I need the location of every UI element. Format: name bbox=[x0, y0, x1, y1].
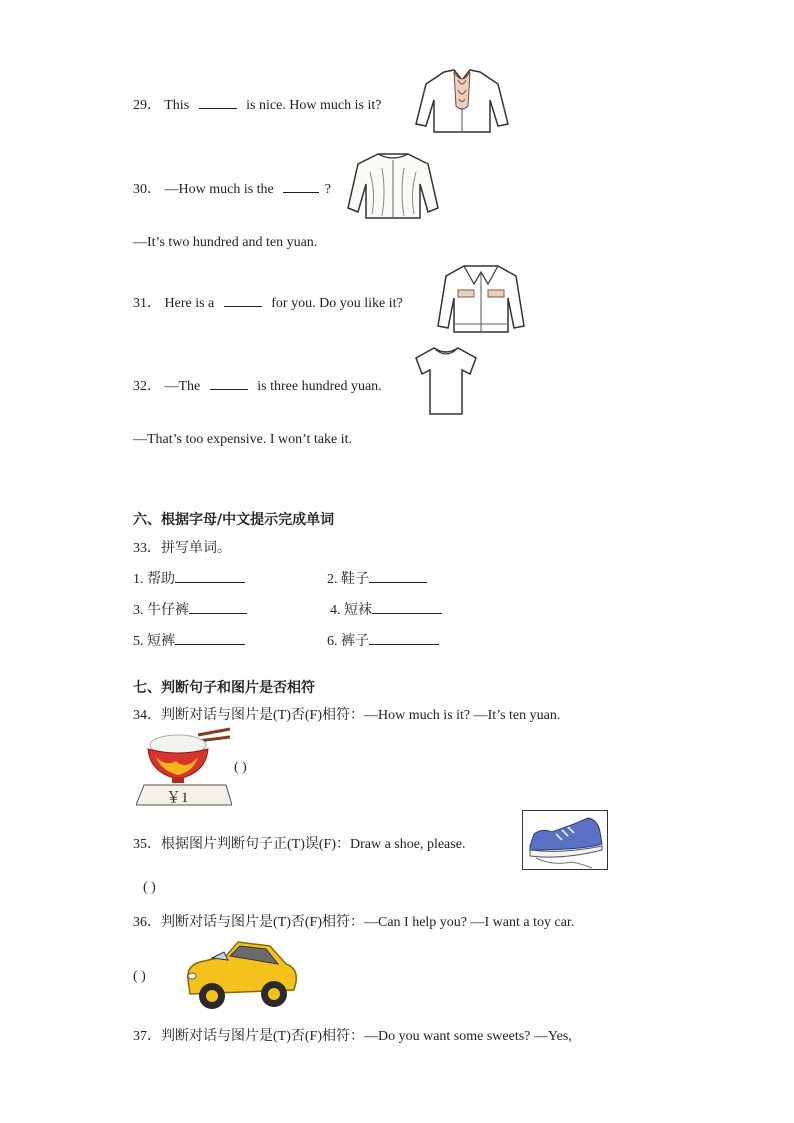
spelling-item-4-label: 4. 短袜 bbox=[330, 603, 372, 618]
q34-price-tag: ￥1 bbox=[166, 790, 189, 806]
q30-number: 30． bbox=[133, 182, 161, 197]
t-shirt-image bbox=[412, 344, 480, 418]
q31-number: 31． bbox=[133, 296, 161, 311]
spelling-item-3-blank[interactable] bbox=[189, 601, 247, 614]
q29-text-before: This bbox=[164, 98, 190, 113]
spelling-item-3-label: 3. 牛仔裤 bbox=[133, 603, 189, 618]
question-35: 35．根据图片判断句子正(T)误(F)：Draw a shoe, please. bbox=[133, 837, 466, 852]
question-34: 34．判断对话与图片是(T)否(F)相符：—How much is it? —It’s ten yuan. bbox=[133, 708, 561, 723]
q30-answer-line: —It’s two hundred and ten yuan. bbox=[133, 235, 318, 250]
question-32 bbox=[133, 375, 382, 395]
question-29 bbox=[133, 94, 381, 114]
q32-number: 32． bbox=[133, 379, 161, 394]
spelling-item-5-blank[interactable] bbox=[175, 632, 245, 645]
q29-answer-blank[interactable] bbox=[199, 96, 237, 109]
q34-answer-bracket[interactable]: ( ) bbox=[234, 760, 247, 775]
q32-answer-line: —That’s too expensive. I won’t take it. bbox=[133, 432, 353, 447]
q31-text-after: for you. Do you like it? bbox=[271, 296, 403, 311]
section-7-title: 七、判断句子和图片是否相符 bbox=[133, 680, 315, 696]
q31-text-before: Here is a bbox=[164, 296, 215, 311]
question-36: 36．判断对话与图片是(T)否(F)相符：—Can I help you? —I want a toy car. bbox=[133, 915, 575, 930]
toy-car-image bbox=[182, 936, 300, 1014]
spelling-item-2-blank[interactable] bbox=[369, 570, 427, 583]
q36-answer-bracket[interactable]: ( ) bbox=[133, 969, 146, 984]
question-31 bbox=[133, 292, 403, 312]
q30-text-before: —How much is the bbox=[164, 182, 274, 197]
q29-text-after: is nice. How much is it? bbox=[246, 98, 382, 113]
spelling-item-1 bbox=[133, 568, 245, 588]
blouse-image bbox=[414, 66, 510, 134]
q35-answer-bracket[interactable]: ( ) bbox=[143, 880, 156, 895]
spelling-item-4-blank[interactable] bbox=[372, 601, 442, 614]
q32-text-after: is three hundred yuan. bbox=[257, 379, 382, 394]
spelling-item-6-label: 6. 裤子 bbox=[327, 634, 369, 649]
q29-number: 29． bbox=[133, 98, 161, 113]
spelling-item-5 bbox=[133, 630, 245, 650]
spelling-item-2-label: 2. 鞋子 bbox=[327, 572, 369, 587]
spelling-item-6-blank[interactable] bbox=[369, 632, 439, 645]
shoe-image bbox=[522, 810, 608, 870]
q31-answer-blank[interactable] bbox=[224, 294, 262, 307]
question-30 bbox=[133, 178, 331, 198]
question-33: 33．拼写单词。 bbox=[133, 541, 231, 556]
spelling-item-1-label: 1. 帮助 bbox=[133, 572, 175, 587]
spelling-item-4 bbox=[330, 599, 442, 619]
spelling-item-6 bbox=[327, 630, 439, 650]
jacket-image bbox=[436, 262, 526, 336]
sweater-image bbox=[346, 150, 440, 222]
q30-answer-blank[interactable] bbox=[283, 180, 319, 193]
spelling-item-5-label: 5. 短裤 bbox=[133, 634, 175, 649]
spelling-item-2 bbox=[327, 568, 427, 588]
q32-answer-blank[interactable] bbox=[210, 377, 248, 390]
question-37: 37．判断对话与图片是(T)否(F)相符：—Do you want some sweets? —Yes, bbox=[133, 1029, 572, 1044]
q32-text-before: —The bbox=[164, 379, 201, 394]
section-6-title: 六、根据字母/中文提示完成单词 bbox=[133, 512, 335, 528]
spelling-item-3 bbox=[133, 599, 247, 619]
q30-text-after: ? bbox=[324, 182, 331, 197]
spelling-item-1-blank[interactable] bbox=[175, 570, 245, 583]
